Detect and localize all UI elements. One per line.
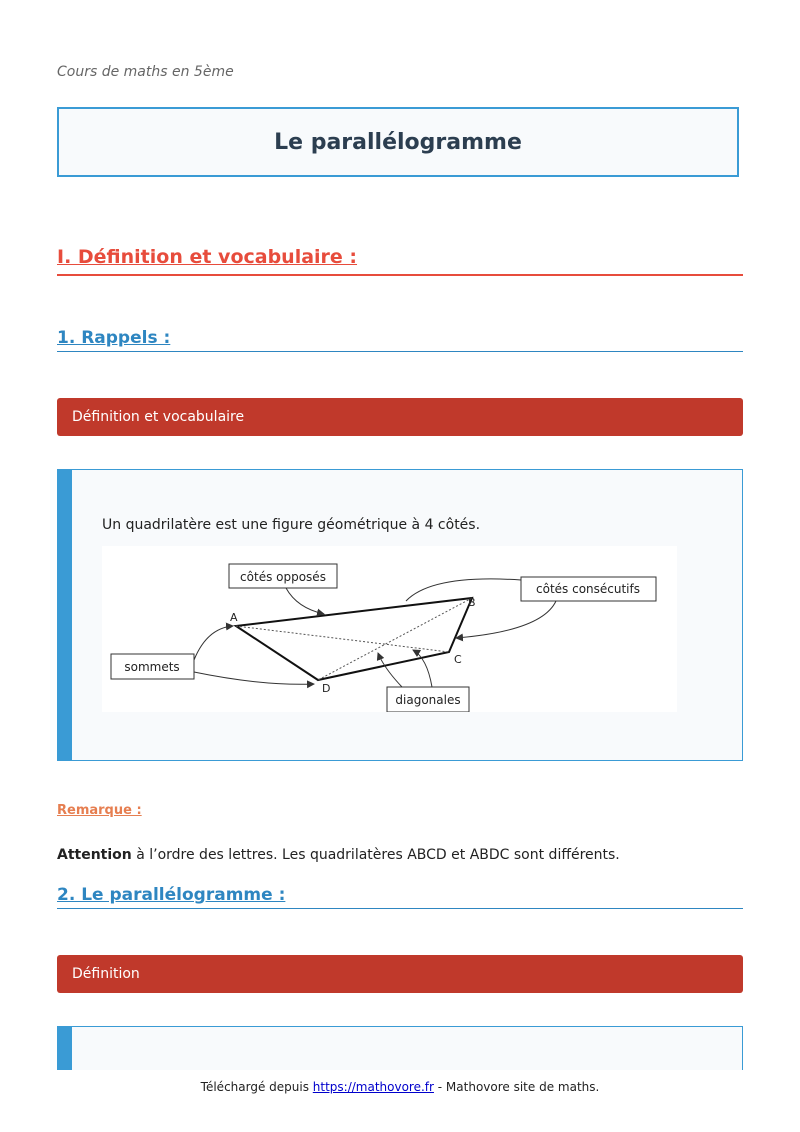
definition-box-2: [57, 1026, 743, 1070]
attention-bold: Attention: [57, 847, 132, 863]
title-box: [57, 107, 739, 177]
arrow-sommets-a: [194, 626, 233, 660]
quadrilateral-diagram: [102, 546, 677, 712]
footer-link[interactable]: https://mathovore.fr: [312, 1080, 434, 1094]
page-title: Le parallélogramme: [274, 129, 522, 155]
arrow-diagonales-left: [378, 653, 402, 687]
label-cotes-consecutifs: côtés consécutifs: [536, 582, 640, 596]
vertex-b: B: [468, 596, 476, 609]
attention-text: à l’ordre des lettres. Les quadrilatères ABCD et ABDC sont différents.: [131, 847, 620, 863]
section-heading-definition: I. Définition et vocabulaire :: [57, 246, 743, 276]
arrow-consecutifs-top: [406, 579, 521, 601]
arrow-sommets-d: [194, 672, 314, 684]
label-sommets: sommets: [124, 660, 180, 674]
quadrilateral-figure: [102, 546, 677, 712]
remark-label: Remarque :: [57, 803, 142, 818]
vertex-a: A: [230, 611, 238, 624]
vertex-c: C: [454, 653, 462, 666]
definition-vocabulary-banner: Définition et vocabulaire: [57, 398, 743, 436]
footer-prefix: Téléchargé depuis: [200, 1080, 313, 1094]
footer-suffix: - Mathovore site de maths.: [433, 1080, 600, 1094]
arrow-opposes: [286, 588, 324, 614]
definition-text: Un quadrilatère est une figure géométrique à 4 côtés.: [102, 517, 481, 533]
definition-banner: Définition: [57, 955, 743, 993]
label-diagonales: diagonales: [395, 693, 461, 707]
footer: [0, 1080, 800, 1094]
subsection-heading-rappels: 1. Rappels :: [57, 328, 743, 352]
course-label: Cours de maths en 5ème: [57, 64, 234, 80]
label-cotes-opposes: côtés opposés: [240, 570, 326, 584]
subsection-heading-parallelogramme: 2. Le parallélogramme :: [57, 885, 743, 909]
attention-note: [57, 847, 620, 863]
quadrilateral-shape: [236, 598, 472, 680]
vertex-d: D: [322, 682, 331, 695]
definition-box: [57, 469, 743, 761]
